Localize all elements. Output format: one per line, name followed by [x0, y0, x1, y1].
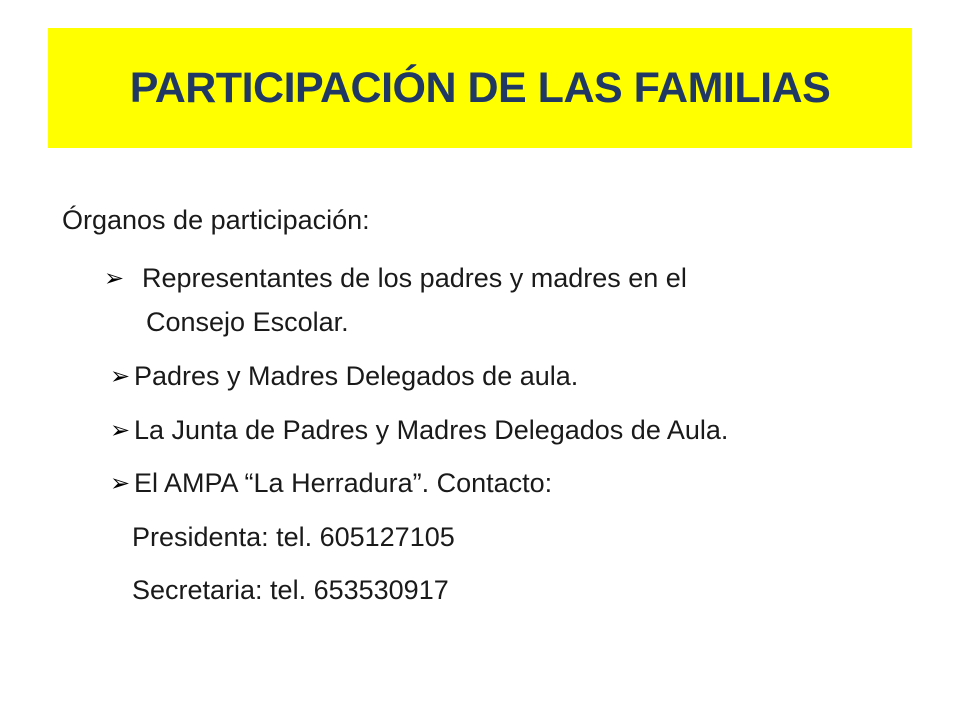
contact-secretary: Secretaria: tel. 653530917 — [132, 575, 449, 605]
intro-text: Órganos de participación: — [62, 205, 370, 235]
arrow-bullet-icon: ➢ — [110, 363, 131, 390]
list-item-text: El AMPA “La Herradura”. Contacto: — [134, 468, 553, 498]
list-item-continuation: Consejo Escolar. — [146, 307, 349, 337]
arrow-bullet-icon: ➢ — [104, 265, 125, 292]
list-item — [110, 467, 552, 500]
list-item — [110, 360, 578, 393]
list-item — [104, 262, 687, 295]
slide-title: PARTICIPACIÓN DE LAS FAMILIAS — [129, 63, 831, 112]
list-item — [110, 414, 728, 447]
contact-president: Presidenta: tel. 605127105 — [132, 522, 455, 552]
arrow-bullet-icon: ➢ — [110, 470, 131, 497]
list-item-text: Padres y Madres Delegados de aula. — [134, 361, 579, 391]
list-item-text: La Junta de Padres y Madres Delegados de Aula. — [134, 415, 729, 445]
list-item-text: Representantes de los padres y madres en el — [142, 263, 687, 293]
arrow-bullet-icon: ➢ — [110, 417, 131, 444]
